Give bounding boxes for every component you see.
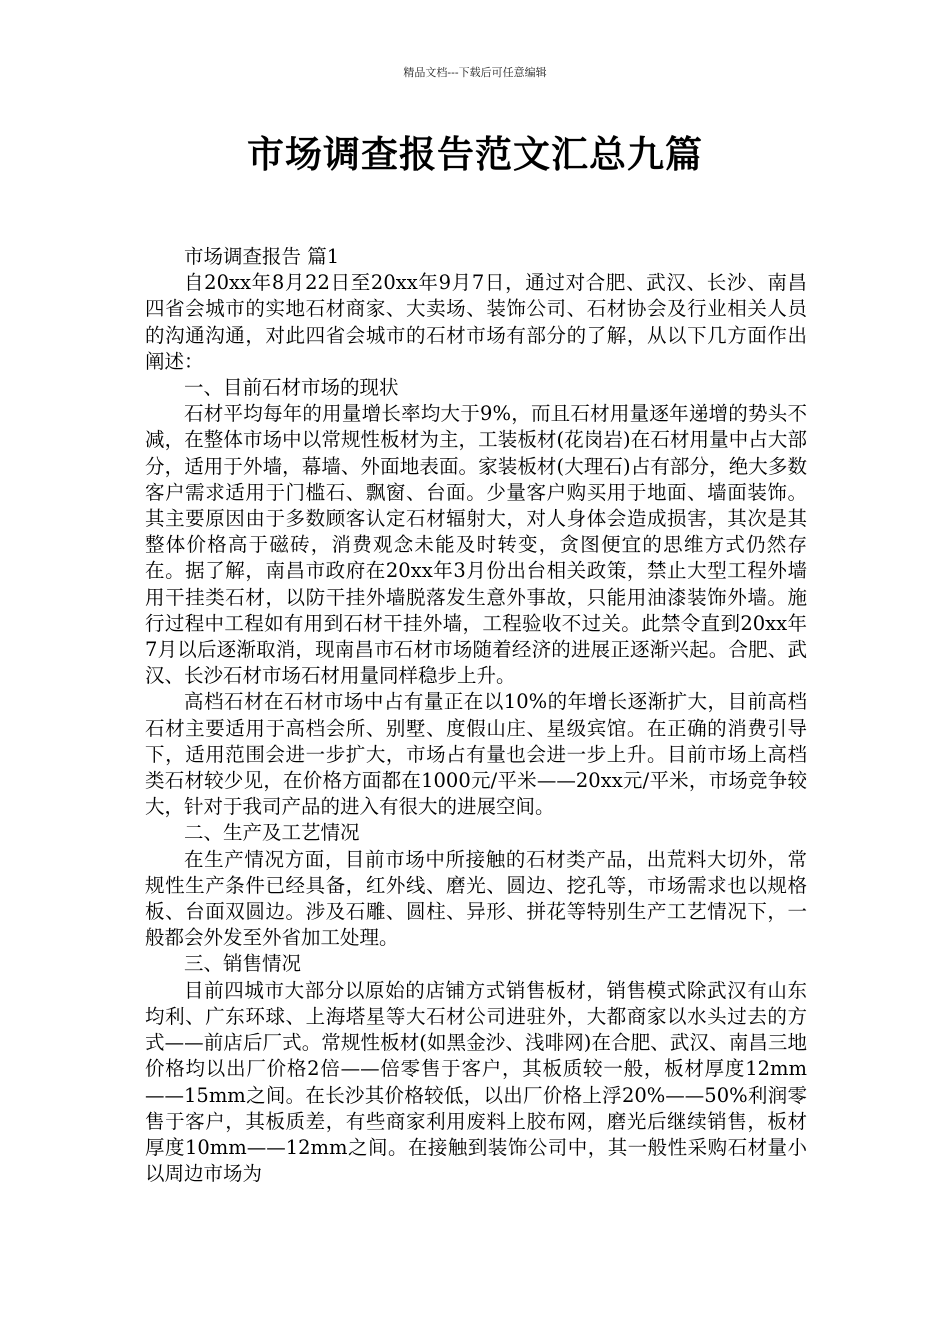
page-header: 精品文档---下载后可任意编辑 [403,66,547,79]
paragraph: 自20xx年8月22日至20xx年9月7日，通过对合肥、武汉、长沙、南昌四省会城市的实地石材商家、大卖场、装饰公司、石材协会及行业相关人员的沟通沟通，对此四省会城市的石材市场有部分的了解，从以下几方面作出阐述： [145,271,807,373]
document-body [145,244,807,1187]
section-heading: 市场调查报告 篇1 [184,245,340,268]
paragraph: 在生产情况方面，目前市场中所接触的石材类产品，出荒料大切外，常规性生产条件已经具备，红外线、磨光、圆边、挖孔等，市场需求也以规格板、台面双圆边。涉及石雕、圆柱、异形、拼花等特别生产工艺情况下，一般都会外发至外省加工处理。 [145,847,807,950]
document-title: 市场调查报告范文汇总九篇 [247,133,703,176]
paragraph: 高档石材在石材市场中占有量正在以10%的年增长逐渐扩大，目前高档石材主要适用于高档会所、别墅、度假山庄、星级宾馆。在正确的消费引导下，适用范围会进一步扩大，市场占有量也会进一步上升。目前市场上高档类石材较少见，在价格方面都在1000元/平米——20xx元/平米，市场竞争较大，针对于我司产品的进入有很大的进展空间。 [145,690,807,819]
section-heading: 二、生产及工艺情况 [184,821,360,845]
section-heading: 一、目前石材市场的现状 [184,376,399,400]
paragraph: 目前四城市大部分以原始的店铺方式销售板材，销售模式除武汉有山东均利、广东环球、上海塔星等大石材公司进驻外，大都商家以水头过去的方式——前店后厂式。常规性板材(如黑金沙、浅啡网)在合肥、武汉、南昌三地价格均以出厂价格2倍——倍零售于客户，其板质较一般，板材厚度12mm——15mm之间。在长沙其价格较低，以出厂价格上浮20%——50%利润零售于客户，其板质差，有些商家利用废料上胶布网，磨光后继续销售，板材厚度10mm——12mm之间。在接触到装饰公司中，其一般性采购石材量小以周边市场为 [145,978,807,1186]
section-heading: 三、销售情况 [184,952,302,976]
paragraph: 石材平均每年的用量增长率均大于9%，而且石材用量逐年递增的势头不减，在整体市场中以常规性板材为主，工装板材(花岗岩)在石材用量中占大部分，适用于外墙，幕墙、外面地表面。家装板材(大理石)占有部分，绝大多数客户需求适用于门槛石、飘窗、台面。少量客户购买用于地面、墙面装饰。其主要原因由于多数顾客认定石材辐射大，对人身体会造成损害，其次是其整体价格高于磁砖，消费观念未能及时转变，贪图便宜的思维方式仍然存在。据了解，南昌市政府在20xx年3月份出台相关政策，禁止大型工程外墙用干挂类石材，以防干挂外墙脱落发生意外事故，只能用油漆装饰外墙。施行过程中工程如有用到石材干挂外墙，工程验收不过关。此禁令直到20xx年7月以后逐渐取消，现南昌市石材市场随着经济的进展正逐渐兴起。合肥、武汉、长沙石材市场石材用量同样稳步上升。 [145,402,807,688]
